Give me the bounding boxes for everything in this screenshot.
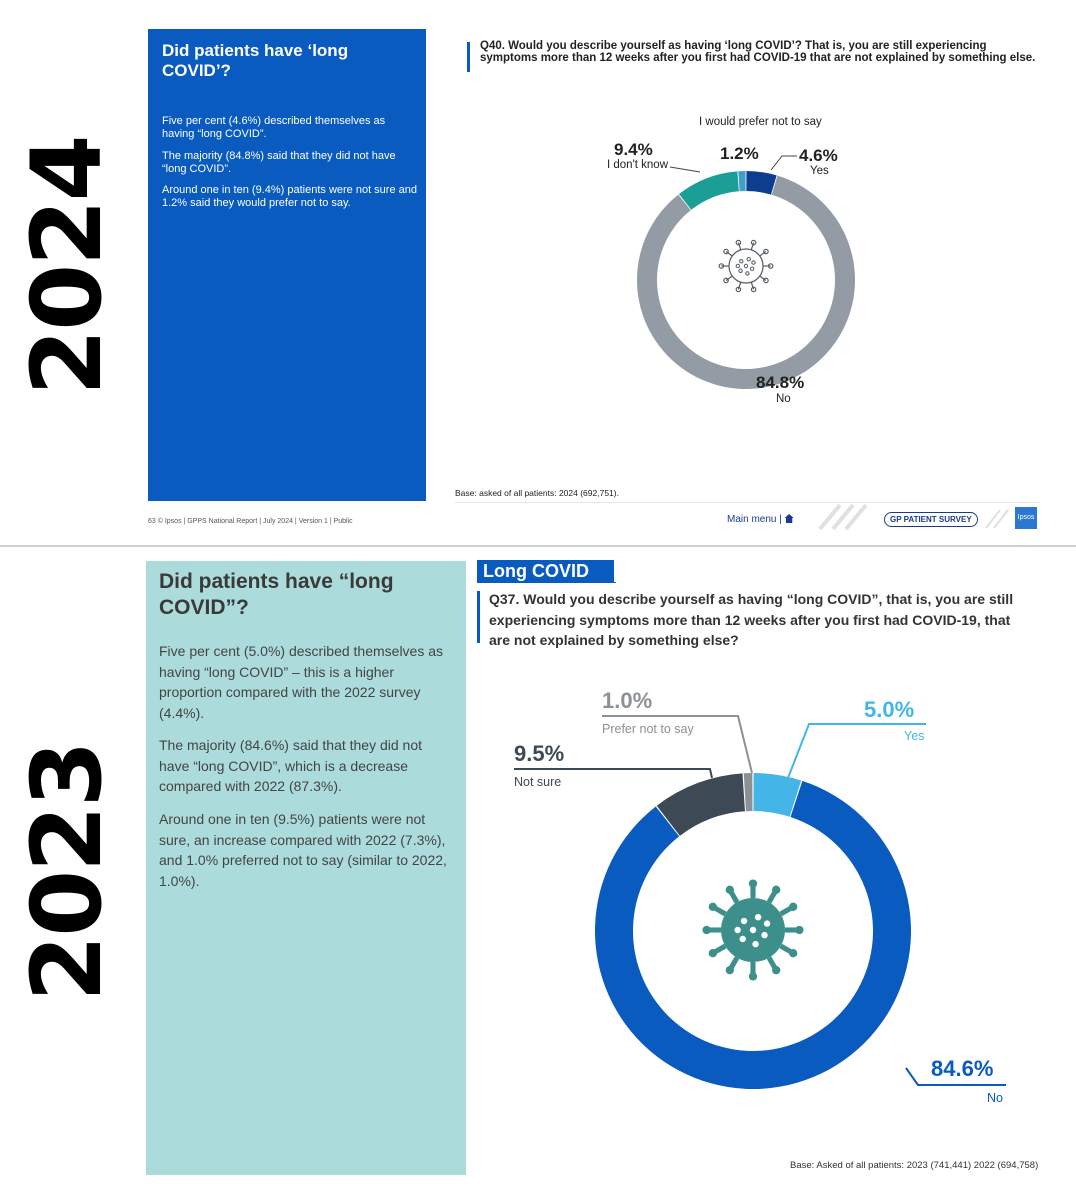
label-prefer-2024: I would prefer not to say [699,116,822,128]
panel-heading-2024: Did patients have ‘long COVID’? [162,41,349,80]
label-yes-2023: Yes [904,729,925,743]
virus-icon-large [702,879,803,980]
virus-spike-tip [702,926,710,934]
virus-spike-tip [772,886,780,894]
virus-spike-tip [795,926,803,934]
base-note-2023: Base: Asked of all patients: 2023 (741,441) 2022 (694,758) [790,1160,1039,1171]
virus-spike-tip [726,966,734,974]
summary-text-2023-3: Around one in ten (9.5%) patients were not sure, an increase compared with 2022 (7.3%), and 1.0% preferred not to say (similar to 2022, 1.0%). [159,811,447,889]
year-label-2024: 2024 [11,136,123,396]
virus-spike-tip [749,879,757,887]
virus-spike-tip [789,949,797,957]
section-tag-long-covid: Long COVID [477,560,614,582]
virus-spike-tip [789,903,797,911]
virus-dot [734,927,740,933]
question-text-2024: Q40. Would you describe yourself as having ‘long COVID’? That is, you are still experiencing symptoms more than 12 weeks after you first had COVID-19 that are not explained by something else. [480,40,1036,64]
question-text-2023: Q37. Would you describe yourself as having “long COVID”, that is, you are still experiencing symptoms more than 12 weeks after you first had COVID-19, that are not explained by something else? [489,591,1014,648]
value-no-2024: 84.8% [756,373,805,392]
value-yes-2024: 4.6% [799,146,838,165]
base-note-2024: Base: asked of all patients: 2024 (692,751). [455,488,619,498]
virus-spike-tip [709,903,717,911]
ipsos-logo: Ipsos [1015,507,1037,529]
panel-heading-2023: Did patients have “long COVID”? [159,570,394,619]
virus-dot [741,918,747,924]
summary-text-2024-1: Five per cent (4.6%) described themselves as having “long COVID”. [162,115,386,140]
label-yes-2024: Yes [810,165,829,177]
footer-text: 63 © Ipsos | GPPS National Report | July 2024 | Version 1 | Public [148,518,353,525]
main-menu-label[interactable]: Main menu | [727,514,782,525]
slice-prefer-2023 [744,773,753,811]
virus-spike-tip [726,886,734,894]
virus-dot [750,927,756,933]
virus-dot [764,920,770,926]
summary-text-2023-1: Five per cent (5.0%) described themselves as having “long COVID” – this is a higher proportion compared with the 2022 survey (4.4%). [159,643,444,721]
summary-text-2024-3: Around one in ten (9.4%) patients were not sure and 1.2% said they would prefer not to say. [162,184,417,209]
year-label-2023: 2023 [11,742,123,1002]
value-prefer-2023: 1.0% [602,688,653,713]
virus-dot [740,936,746,942]
label-notsure-2023: Not sure [514,775,562,789]
value-notsure-2023: 9.5% [514,741,565,766]
value-dontknow-2024: 9.4% [614,140,653,159]
label-no-2024: No [776,393,791,405]
value-no-2023: 84.6% [931,1056,994,1081]
virus-dot [752,941,758,947]
label-dontknow-2024: I don't know [607,159,669,171]
summary-text-2024-2: The majority (84.8%) said that they did not have “long COVID”. [162,150,396,175]
virus-spike-tip [772,966,780,974]
value-prefer-2024: 1.2% [720,144,759,163]
summary-text-2023-2: The majority (84.6%) said that they did not have “long COVID”, which is a decrease compared with 2022 (87.3%). [159,737,423,794]
virus-dot [755,914,761,920]
label-no-2023: No [987,1091,1003,1105]
label-prefer-2023: Prefer not to say [602,722,694,736]
gp-patient-survey-badge[interactable]: GP PATIENT SURVEY [884,512,978,527]
virus-spike-tip [749,972,757,980]
virus-spike-tip [709,949,717,957]
value-yes-2023: 5.0% [864,697,915,722]
virus-dot [761,932,767,938]
